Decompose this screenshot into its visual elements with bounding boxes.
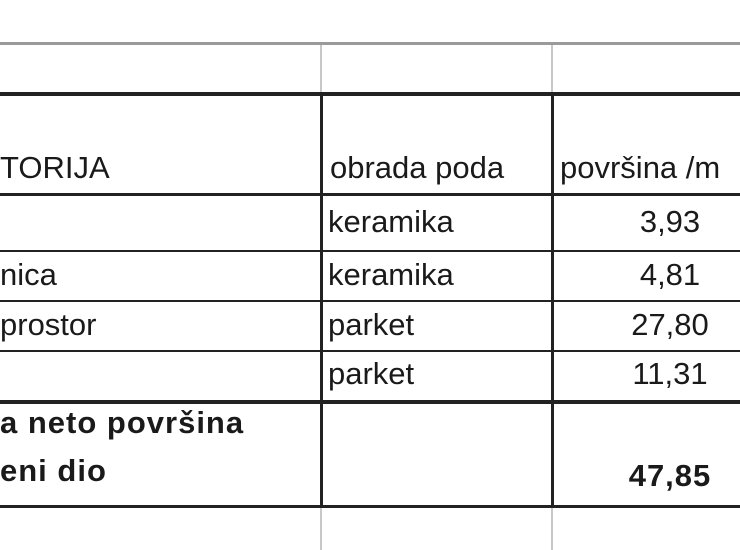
- total-top-border: [0, 400, 740, 404]
- row-2-floor: keramika: [328, 257, 454, 292]
- table-bottom-border: [0, 505, 740, 508]
- faint-divider-2: [551, 45, 553, 95]
- table-top-border: [0, 92, 740, 96]
- row-3-area: 27,80: [631, 307, 709, 342]
- header-area: površina /m: [560, 150, 721, 185]
- row-4-area: 11,31: [632, 356, 708, 391]
- row-3-room: prostor: [0, 307, 97, 342]
- total-label-line-2: eni dio: [0, 453, 107, 488]
- row-1-floor: keramika: [328, 204, 454, 239]
- faint-row-top-border: [0, 42, 740, 45]
- faint-divider-3: [320, 508, 322, 550]
- header-bottom-border: [0, 193, 740, 196]
- column-divider-1: [320, 92, 323, 508]
- row-2-room: nica: [0, 257, 57, 292]
- row-3-bottom-border: [0, 350, 740, 352]
- faint-divider-4: [551, 508, 553, 550]
- header-category: TORIJA: [0, 150, 110, 185]
- row-3-floor: parket: [328, 307, 415, 342]
- row-1-area: 3,93: [639, 204, 701, 239]
- total-label-line-1: a neto površina: [0, 405, 245, 440]
- row-2-area: 4,81: [639, 257, 701, 292]
- header-floor-finish: obrada poda: [330, 150, 505, 185]
- total-value: 47,85: [628, 458, 712, 493]
- row-1-bottom-border: [0, 250, 740, 252]
- row-2-bottom-border: [0, 300, 740, 302]
- row-4-floor: parket: [328, 356, 415, 391]
- faint-divider-1: [320, 45, 322, 95]
